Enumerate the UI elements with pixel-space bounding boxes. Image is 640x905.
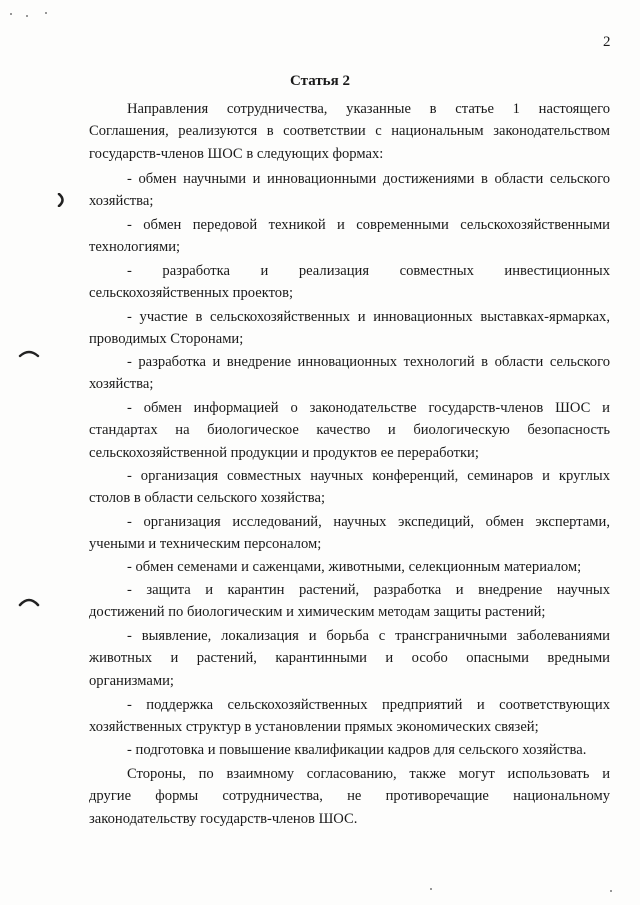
body-line: государств-членов ШОС в следующих формах: (89, 146, 384, 162)
scan-speck (45, 12, 47, 14)
list-item-line: - обмен информацией о законодательстве государств-членов ШОС и (127, 400, 610, 416)
list-item-line: учеными и техническим персоналом; (89, 536, 322, 552)
list-item-line: хозяйства; (89, 376, 154, 392)
list-item-line: сельскохозяйственной продукции и продуктов ее переработки; (89, 445, 479, 461)
list-item-line: хозяйственных структур в установлении прямых экономических связей; (89, 719, 539, 735)
scan-mark-middle (18, 349, 40, 359)
list-item-line: - разработка и реализация совместных инвестиционных (127, 263, 610, 279)
list-item-line: - обмен семенами и саженцами, животными, селекционным материалом; (127, 559, 582, 575)
scan-speck (10, 13, 12, 15)
scan-mark-bottom (18, 596, 40, 608)
list-item-line: - организация исследований, научных экспедиций, обмен экспертами, (127, 514, 610, 530)
list-item-line: - участие в сельскохозяйственных и инновационных выставках-ярмарках, (127, 309, 610, 325)
list-item-line: - организация совместных научных конференций, семинаров и круглых (127, 468, 610, 484)
list-item-line: проводимых Сторонами; (89, 331, 244, 347)
list-item-line: - выявление, локализация и борьба с трансграничными заболеваниями (127, 628, 610, 644)
list-item-line: - обмен передовой техникой и современными сельскохозяйственными (127, 217, 610, 233)
list-item-line: технологиями; (89, 239, 181, 255)
scan-speck (26, 15, 28, 17)
list-item-line: организмами; (89, 673, 174, 689)
body-line: другие формы сотрудничества, не противоречащие национальному (89, 788, 610, 804)
body-line: Соглашения, реализуются в соответствии с национальным законодательством (89, 123, 610, 139)
page-number: 2 (603, 34, 611, 50)
list-item-line: достижений по биологическим и химическим методам защиты растений; (89, 604, 546, 620)
list-item-line: - обмен научными и инновационными достижениями в области сельского (127, 171, 610, 187)
list-item-line: - разработка и внедрение инновационных технологий в области сельского (127, 354, 610, 370)
list-item-line: сельскохозяйственных проектов; (89, 285, 294, 301)
scan-speck (430, 888, 432, 890)
body-line: Стороны, по взаимному согласованию, также могут использовать и (127, 766, 610, 782)
list-item-line: - подготовка и повышение квалификации кадров для сельского хозяйства. (127, 742, 587, 758)
list-item-line: столов в области сельского хозяйства; (89, 490, 326, 506)
scan-mark-top (56, 193, 68, 207)
list-item-line: стандартах на биологическое качество и биологическую безопасность (89, 422, 610, 438)
list-item-line: - поддержка сельскохозяйственных предприятий и соответствующих (127, 697, 610, 713)
list-item-line: - защита и карантин растений, разработка и внедрение научных (127, 582, 610, 598)
scan-speck (610, 890, 612, 892)
body-line: Направления сотрудничества, указанные в статье 1 настоящего (127, 101, 610, 117)
list-item-line: животных и растений, карантинными и особо опасными вредными (89, 650, 610, 666)
list-item-line: хозяйства; (89, 193, 154, 209)
body-line: законодательству государств-членов ШОС. (89, 811, 358, 827)
article-heading: Статья 2 (290, 73, 350, 89)
